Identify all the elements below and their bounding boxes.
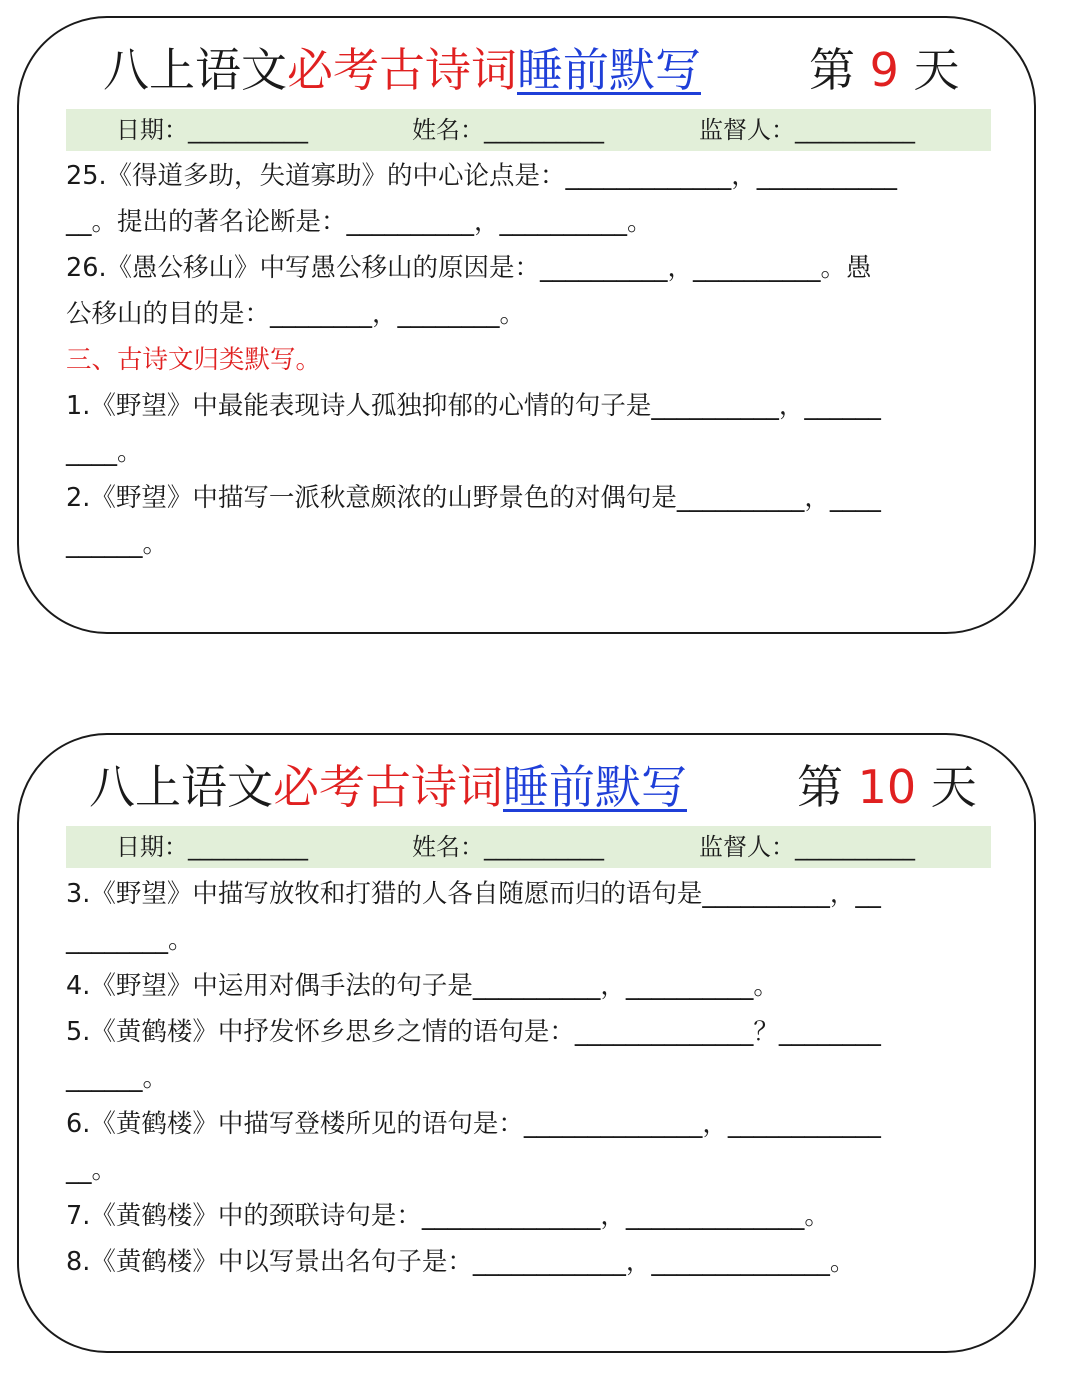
question-line: 26.《愚公移山》中写愚公移山的原因是：__________，__________。愚 <box>66 253 872 283</box>
day-label: 第 10 天 <box>797 760 977 814</box>
date-field: 日期：__________ <box>116 116 308 144</box>
day-label: 第 9 天 <box>809 43 960 97</box>
question-line: 公移山的目的是：________，________。 <box>66 299 526 329</box>
question-line: 3.《野望》中描写放牧和打猎的人各自随愿而归的语句是__________，__ <box>66 879 881 909</box>
worksheet-card-day-9 <box>17 16 1036 634</box>
card-header <box>19 755 1034 819</box>
section-heading: 三、古诗文归类默写。 <box>66 345 322 375</box>
question-line: ____。 <box>66 437 143 467</box>
question-line: 5.《黄鹤楼》中抒发怀乡思乡之情的语句是：______________？________ <box>66 1017 881 1047</box>
question-line: 6.《黄鹤楼》中描写登楼所见的语句是：______________，____________ <box>66 1109 881 1139</box>
question-line: ________。 <box>66 925 194 955</box>
name-field: 姓名：__________ <box>412 116 604 144</box>
supervisor-field: 监督人：__________ <box>699 116 915 144</box>
day-number: 9 <box>869 43 899 97</box>
question-list <box>66 871 996 1285</box>
question-line: 2.《野望》中描写一派秋意颇浓的山野景色的对偶句是__________，____ <box>66 483 881 513</box>
card-title: 八上语文必考古诗词睡前默写 <box>89 760 687 814</box>
question-line: 8.《黄鹤楼》中以写景出名句子是：____________，______________。 <box>66 1247 856 1277</box>
worksheet-card-day-10 <box>17 733 1036 1353</box>
name-field: 姓名：__________ <box>412 833 604 861</box>
question-line: 25.《得道多助，失道寡助》的中心论点是：_____________，___________ <box>66 161 898 191</box>
question-line: __。 <box>66 1155 118 1185</box>
card-header <box>19 38 1034 102</box>
info-bar <box>66 109 991 151</box>
question-line: 1.《野望》中最能表现诗人孤独抑郁的心情的句子是__________，______ <box>66 391 881 421</box>
question-line: ______。 <box>66 529 169 559</box>
question-line: __。提出的著名论断是：__________，__________。 <box>66 207 653 237</box>
question-line: 4.《野望》中运用对偶手法的句子是__________，__________。 <box>66 971 779 1001</box>
day-number: 10 <box>857 760 917 814</box>
info-bar <box>66 826 991 868</box>
question-line: ______。 <box>66 1063 169 1093</box>
date-field: 日期：__________ <box>116 833 308 861</box>
question-line: 7.《黄鹤楼》中的颈联诗句是：______________，______________。 <box>66 1201 830 1231</box>
card-title: 八上语文必考古诗词睡前默写 <box>103 43 701 97</box>
supervisor-field: 监督人：__________ <box>699 833 915 861</box>
question-list <box>66 153 996 567</box>
